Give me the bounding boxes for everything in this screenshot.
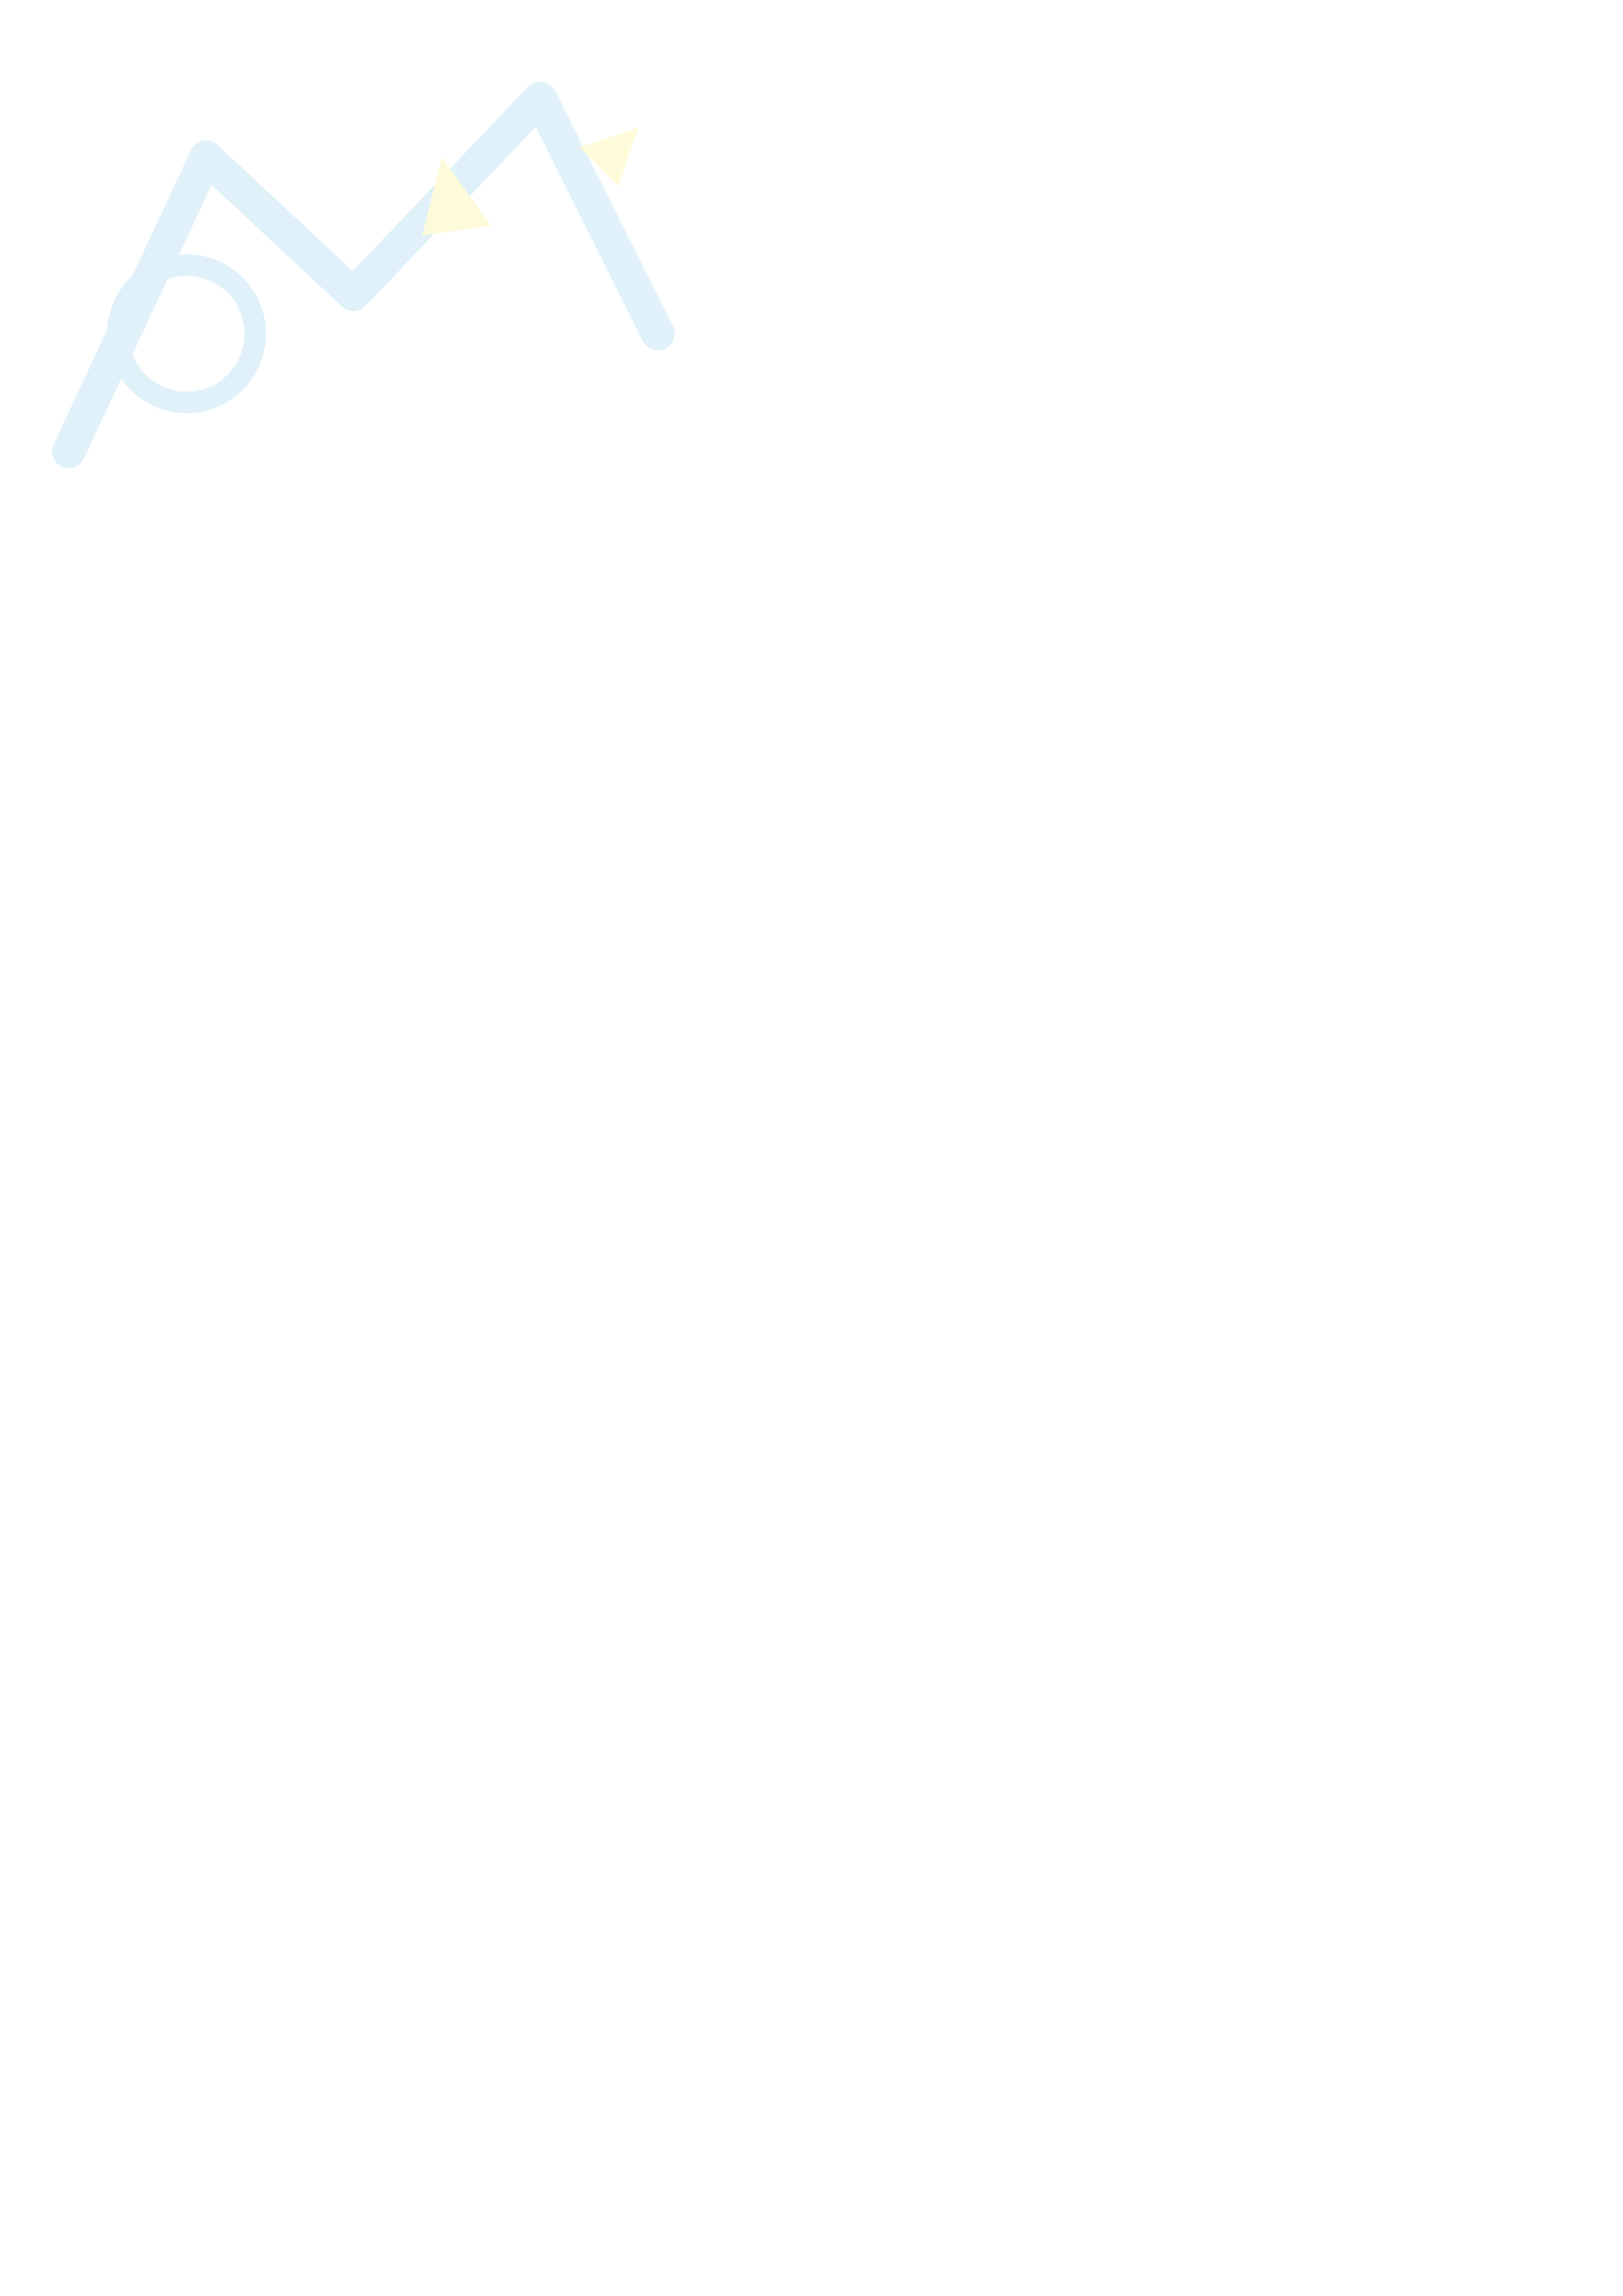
spacer [97,129,1541,161]
page-content [97,96,1541,160]
spacer [97,96,1541,129]
